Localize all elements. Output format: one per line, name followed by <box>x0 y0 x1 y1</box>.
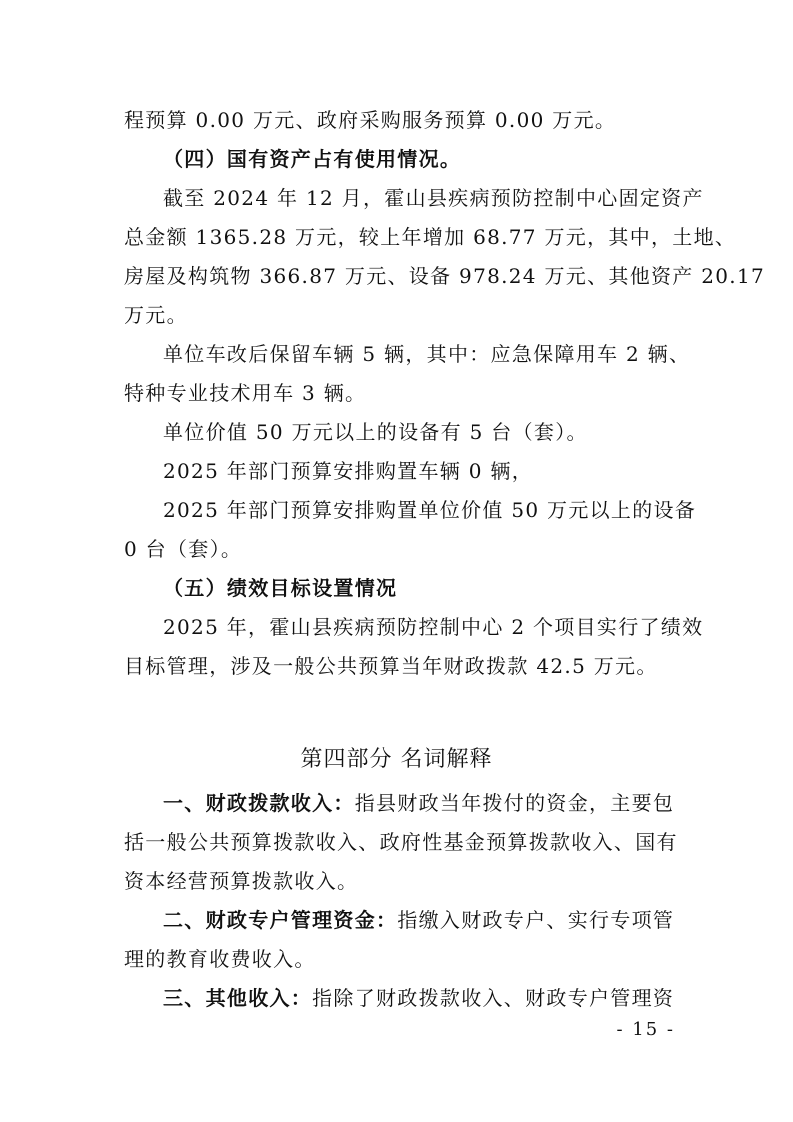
paragraph-line: 资本经营预算拨款收入。 <box>124 869 359 893</box>
term-label: 一、财政拨款收入： <box>163 791 355 815</box>
term-label: 二、财政专户管理资金： <box>163 908 398 932</box>
paragraph-line: 程预算 0.00 万元、政府采购服务预算 0.00 万元。 <box>124 108 617 132</box>
term-definition-line <box>163 978 676 1018</box>
paragraph-line: 2025 年部门预算安排购置车辆 0 辆， <box>163 459 533 483</box>
paragraph-line: 2025 年部门预算安排购置单位价值 50 万元以上的设备 <box>163 498 697 522</box>
term-definition-line <box>163 783 676 823</box>
paragraph-line: 总金额 1365.28 万元，较上年增加 68.77 万元，其中，土地、 <box>124 225 737 249</box>
paragraph-line: 单位车改后保留车辆 5 辆，其中：应急保障用车 2 辆、 <box>163 342 691 366</box>
paragraph-line: 理的教育收费收入。 <box>124 947 316 971</box>
paragraph-line: 房屋及构筑物 366.87 万元、设备 978.24 万元、其他资产 20.17 <box>124 264 766 288</box>
paragraph-line: 0 台（套）。 <box>124 537 243 561</box>
term-definition-line <box>163 900 676 940</box>
term-text: 指缴入财政专户、实行专项管 <box>397 908 675 932</box>
paragraph-line: 截至 2024 年 12 月，霍山县疾病预防控制中心固定资产 <box>163 186 704 210</box>
term-text: 指县财政当年拨付的资金，主要包 <box>354 791 675 815</box>
part-title: 第四部分 名词解释 <box>300 747 493 772</box>
page-number: - 15 - <box>616 1019 675 1040</box>
term-label: 三、其他收入： <box>163 986 313 1010</box>
paragraph-line: 目标管理，涉及一般公共预算当年财政拨款 42.5 万元。 <box>124 654 658 678</box>
term-text: 指除了财政拨款收入、财政专户管理资 <box>312 986 675 1010</box>
paragraph-line: 单位价值 50 万元以上的设备有 5 台（套）。 <box>163 420 588 444</box>
section-heading-assets: （四）国有资产占有使用情况。 <box>163 147 462 171</box>
paragraph-line: 2025 年，霍山县疾病预防控制中心 2 个项目实行了绩效 <box>163 615 704 639</box>
section-heading-performance: （五）绩效目标设置情况 <box>163 576 398 600</box>
paragraph-line: 特种专业技术用车 3 辆。 <box>124 381 367 405</box>
paragraph-line: 万元。 <box>124 303 188 327</box>
paragraph-line: 括一般公共预算拨款收入、政府性基金预算拨款收入、国有 <box>124 830 678 854</box>
